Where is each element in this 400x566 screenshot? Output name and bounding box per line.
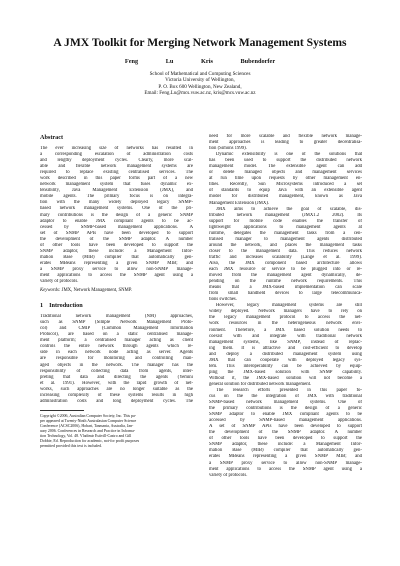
- text-line: tions switches.: [209, 297, 237, 303]
- body-paragraph: [209, 134, 362, 152]
- text-line: the development of the SNMP adaptor. A number: [40, 236, 193, 242]
- text-line: variety of protocols.: [40, 279, 79, 285]
- affiliation: [40, 71, 360, 97]
- text-line: controls the entire network through agents which re-: [40, 344, 193, 350]
- text-line: tion with the many widely deployed legacy SNMP-: [40, 200, 193, 206]
- affiliation-email-line: Email: Feng.Lu@mcs.vuw.ac.nz, kris@mcs.vuw.ac.nz: [144, 90, 256, 97]
- text-line: general solution for distributed network management.: [209, 381, 312, 387]
- paper-title: A JMX Toolkit for Merging Network Management Systems: [53, 36, 347, 49]
- text-line: of standards to equip Java with an extensible agent: [209, 188, 362, 194]
- text-line: SNMP-based network management systems. One of: [209, 400, 362, 406]
- introduction-paragraph: [40, 314, 193, 405]
- text-line: mation Base (MIB) compiler that automatically gen-: [40, 254, 193, 260]
- text-line: adaptor to enable JMX compliant agents to be ac-: [40, 218, 193, 224]
- text-line: However, legacy management systems are still: [216, 303, 362, 309]
- text-line: Copyright ©2006, Australian Computer Society, Inc. This pa-: [40, 413, 136, 418]
- text-line: management systems, like SNMP, instead of replac-: [209, 339, 362, 345]
- text-line: tralised manager to management agents distributed: [209, 236, 362, 242]
- text-line: means that a JMX-based implementation can scale: [209, 285, 362, 291]
- text-line: SNMP adaptor, these include: a Management Infor-: [40, 248, 193, 254]
- text-line: mation Base (MIB) compiler that automatically gen-: [209, 448, 362, 454]
- affiliation-line: P. O. Box 600 Wellington, New Zealand,: [158, 83, 242, 90]
- text-line: cessed by SNMP-based management applications. A: [40, 224, 193, 230]
- affiliation-line: Victoria University of Wellington,: [165, 77, 235, 84]
- text-line: works, such approaches are no longer suitable as the: [40, 386, 193, 392]
- section-number: 1: [40, 302, 44, 310]
- text-line: The ever increasing size of networks has resulted in: [40, 146, 193, 151]
- author-list: [40, 58, 360, 65]
- text-line: around the network, and places the management tasks: [209, 242, 362, 248]
- text-line: closer to the management data. This reduces network: [209, 248, 362, 254]
- keywords-label: Keywords:: [40, 288, 61, 294]
- text-line: erates MBeans representing a given SNMP MIB; and: [40, 260, 193, 266]
- author-name: Kris Bubendorfer: [201, 58, 276, 65]
- text-line: accessed by SNMP-based management applications.: [209, 418, 362, 424]
- text-line: Protocol), are based on a static centralised manage-: [40, 332, 193, 338]
- text-line: coexist with and integrate with traditional network: [209, 333, 362, 339]
- text-line: the development of the SNMP adaptor. A number: [209, 430, 362, 436]
- text-line: or delete managed objects and management services: [209, 170, 362, 176]
- text-line: administration costs and long deployment cycles. The: [40, 398, 193, 404]
- text-line: tensibility, Java Management Extension (JMX), and: [40, 188, 193, 194]
- text-line: support for mobile code enables the transfer of: [209, 218, 362, 224]
- text-line: mobile agents. The primary focus is on integra-: [40, 194, 193, 200]
- text-line: Also, the JMX component based architecture allows: [209, 260, 362, 266]
- text-line: at run time upon requests by other management en-: [209, 176, 362, 182]
- text-line: based network management systems. One of the pri-: [40, 206, 193, 212]
- copyright-footnote: [40, 414, 193, 449]
- text-line: traffic and increases scalability (Lange et al. 1999).: [209, 254, 362, 260]
- text-line: mary contributions is the design of a generic SNMP: [40, 212, 193, 218]
- abstract-heading: Abstract: [40, 134, 64, 141]
- text-line: network management system that fuses dynamic ex-: [40, 182, 193, 188]
- text-line: work resources in the heterogeneous network envi-: [209, 321, 362, 327]
- text-line: preting that data and directing the agents (Yemini: [40, 374, 193, 380]
- abstract-text: [40, 146, 193, 285]
- text-line: the primary contributions is the design of a generic: [209, 406, 362, 412]
- text-line: The research efforts presented in this paper fo-: [216, 387, 362, 393]
- text-line: Conference (ACSC2006), Hobart, Tasmania, Australia, Jan-: [40, 423, 134, 428]
- text-line: tion Technology, Vol. 48. Vladimir Estivill-Castro and Gill: [40, 433, 132, 438]
- text-line: tem. This interoperability can be achieved by equip-: [209, 363, 362, 369]
- text-line: ment applications to access the SNMP agent using a: [209, 466, 362, 472]
- text-line: increasing complexity of these systems results in high: [40, 392, 193, 398]
- text-line: need for more scalable and flexible network manage-: [209, 134, 362, 139]
- text-line: lightweight applications to management agents at: [209, 224, 362, 230]
- text-line: permitted provided this text is included.: [40, 443, 103, 448]
- text-line: from small handheld devices to large telecommunica-: [209, 291, 362, 297]
- body-paragraph: [209, 152, 362, 206]
- text-line: moved from the management agent dynamically, de-: [209, 273, 362, 279]
- keywords-text: JMX, Network Management, SNMP.: [61, 288, 133, 294]
- text-line: Traditional network management (NM) approaches,: [40, 314, 193, 320]
- text-line: erates MBeans representing a given SNMP MIB; and: [209, 454, 362, 460]
- text-line: JMX that can cooperate with deployed legacy sys-: [209, 357, 362, 363]
- text-line: ronment. Therefore, a JMX based solution needs to: [209, 327, 362, 333]
- section-heading: [40, 302, 193, 309]
- text-line: the legacy management protocol to access the net-: [209, 315, 362, 321]
- keywords-line: [40, 288, 193, 294]
- affiliation-line: School of Mathematical and Computing Sciences: [149, 71, 251, 77]
- author-name: Feng Lu: [124, 58, 174, 65]
- text-line: are responsible for monitoring and controlling man-: [40, 356, 193, 362]
- text-line: col) and CMIP (Common Management Information: [40, 326, 193, 332]
- text-line: A set of SNMP APIs have been developed to support: [209, 424, 362, 430]
- text-line: uary 2006. Conferences in Research and Practice in Informa-: [40, 428, 136, 433]
- text-line: Dynamic extensibility is one of the solutions that: [216, 152, 362, 158]
- text-line: tributed network management (JMX1.2 2002). Its: [209, 212, 362, 218]
- text-line: a SNMP proxy service to allow non-SNMP manage-: [209, 460, 362, 466]
- text-line: tion (Simons 1999).: [209, 146, 247, 152]
- text-line: each JMX resource or service to be plugged into or re-: [209, 267, 362, 273]
- text-line: model for distributed management, known as Java: [209, 194, 362, 200]
- text-line: of other tools have been developed to support the: [40, 242, 193, 248]
- text-line: ment platform; a centralised manager acting as client: [40, 338, 193, 344]
- text-line: a corresponding escalation of administration costs: [40, 152, 193, 158]
- text-line: JMX aims to achieve the goal of scalable, dis-: [216, 206, 362, 212]
- text-line: tities. Recently, Sun Microsystems introduced a set: [209, 182, 362, 188]
- text-line: ing them. It is attractive and cost-efficient to develop: [209, 345, 362, 351]
- text-line: work described in this paper forms part of a new: [40, 176, 193, 182]
- left-column: [40, 134, 193, 479]
- text-line: SNMP adaptor to enable JMX compliant agents to be: [209, 412, 362, 418]
- text-line: able and flexible network management systems are: [40, 164, 193, 170]
- text-line: such as SNMP (Simple Network Management Proto-: [40, 320, 193, 326]
- body-paragraph: [209, 207, 362, 304]
- text-line: SNMP adaptor, these include: a Management Infor-: [209, 442, 362, 448]
- text-line: required to replace existing centralised services. The: [40, 170, 193, 176]
- text-line: and deploy a distributed management system using: [209, 351, 362, 357]
- text-line: management model. The extensible agent can add: [209, 164, 362, 170]
- text-line: pending on the runtime network requirements. This: [209, 279, 362, 285]
- text-line: aged objects in the network. The manager has the: [40, 362, 193, 368]
- text-line: Management Extension (JMX).: [209, 200, 270, 206]
- text-line: Dobbie, Ed. Reproduction for academic, not-for profit purposes: [40, 438, 140, 443]
- text-line: widely deployed. Network managers have to rely on: [209, 309, 362, 315]
- text-line: ping the JMX-based solution with SNMP capability.: [209, 369, 362, 375]
- body-columns: [40, 134, 362, 479]
- body-paragraph: [209, 303, 362, 388]
- text-line: set of SNMP APIs have been developed to support: [40, 230, 193, 236]
- footnote-rule: [40, 410, 84, 411]
- text-line: runtime, delegates the management tasks from a cen-: [209, 230, 362, 236]
- text-line: et al. 1991). However, with the rapid growth of net-: [40, 380, 193, 386]
- text-line: responsibility of collecting data from agents, inter-: [40, 368, 193, 374]
- right-column: [209, 134, 362, 479]
- text-line: side in each network node acting as server. Agents: [40, 350, 193, 356]
- text-line: has been used to support the distributed network: [209, 158, 362, 164]
- text-line: variety of protocols.: [209, 472, 248, 478]
- text-line: Without it, the JMX-based solution will not become a: [209, 375, 362, 381]
- text-line: a SNMP proxy service to allow non-SNMP manage-: [40, 266, 193, 272]
- text-line: cus on the the integration of JMX with traditional: [209, 394, 362, 400]
- section-title: Introduction: [49, 302, 83, 310]
- text-line: ment approaches is leading to greater decentralisa-: [209, 140, 362, 146]
- text-line: of other tools have been developed to support the: [209, 436, 362, 442]
- text-line: per appeared at Twenty-Ninth Australasian Computer Science: [40, 418, 137, 423]
- text-line: ment applications to access the SNMP agent using a: [40, 272, 193, 278]
- text-line: and lengthy deployment cycles. Clearly, more scal-: [40, 158, 193, 164]
- body-paragraph: [209, 388, 362, 479]
